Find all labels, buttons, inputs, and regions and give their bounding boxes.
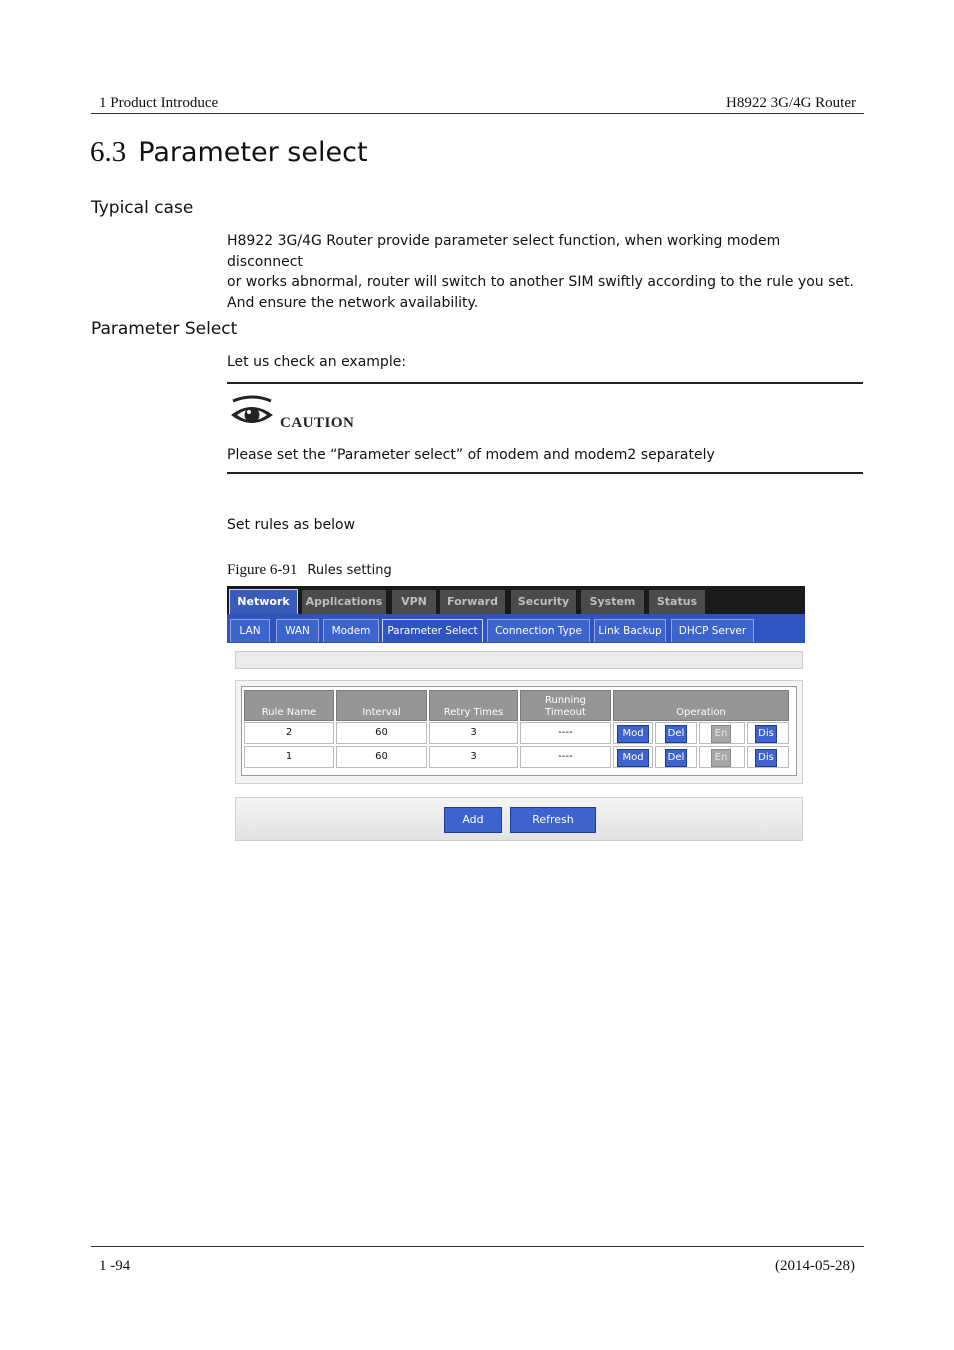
eye-icon — [229, 395, 275, 431]
typical-case-heading: Typical case — [91, 198, 194, 218]
add-button[interactable]: Add — [444, 807, 502, 833]
figure-caption-text: Rules setting — [307, 563, 392, 578]
rules-text: Set rules as below — [227, 517, 356, 533]
parameter-select-heading: Parameter Select — [91, 319, 238, 339]
sub-nav — [227, 614, 805, 643]
typical-case-line: or works abnormal, router will switch to another SIM swiftly according to the rule you set. — [227, 274, 854, 290]
col-retry-times: Retry Times — [429, 690, 518, 721]
tab-forward[interactable]: Forward — [440, 590, 505, 614]
cell-retry-times: 3 — [429, 746, 518, 768]
rules-table-panel — [235, 680, 803, 784]
mod-button[interactable]: Mod — [617, 725, 649, 743]
en-button[interactable]: En — [711, 725, 731, 743]
dis-button[interactable]: Dis — [755, 725, 777, 743]
caution-text: Please set the “Parameter select” of modem and modem2 separately — [227, 447, 715, 463]
section-title — [90, 136, 368, 169]
rules-table — [241, 686, 797, 776]
typical-case-line: And ensure the network availability. — [227, 294, 479, 311]
subtab-dhcp-server[interactable]: DHCP Server — [671, 619, 754, 642]
del-button[interactable]: Del — [665, 725, 687, 743]
subtab-parameter-select[interactable]: Parameter Select — [382, 619, 483, 642]
action-bar — [235, 797, 803, 841]
cell-interval: 60 — [336, 722, 427, 744]
tab-network[interactable]: Network — [229, 589, 298, 615]
section-number: 6.3 — [90, 136, 127, 168]
intro-text: Let us check an example: — [227, 354, 407, 370]
tab-vpn[interactable]: VPN — [392, 590, 436, 614]
header-left: 1 Product Introduce — [99, 95, 219, 111]
title-bar — [235, 651, 803, 669]
tab-status[interactable]: Status — [649, 590, 705, 614]
top-nav — [227, 586, 805, 614]
figure-number: Figure 6-91 — [227, 562, 298, 578]
typical-case-body — [227, 231, 857, 313]
cell-running-timeout: ---- — [520, 722, 611, 744]
router-ui-screenshot — [227, 586, 805, 846]
header-right: H8922 3G/4G Router — [726, 95, 856, 111]
dis-button[interactable]: Dis — [755, 749, 777, 767]
footer-date: (2014-05-28) — [775, 1258, 855, 1274]
cell-retry-times: 3 — [429, 722, 518, 744]
tab-system[interactable]: System — [581, 590, 644, 614]
footer-page-number: 1 -94 — [99, 1258, 131, 1274]
footer-rule — [91, 1246, 864, 1247]
caution-label: CAUTION — [280, 415, 355, 431]
refresh-button[interactable]: Refresh — [510, 807, 596, 833]
tab-applications[interactable]: Applications — [302, 590, 386, 614]
section-title-text: Parameter select — [138, 137, 368, 168]
col-interval: Interval — [336, 690, 427, 721]
mod-button[interactable]: Mod — [617, 749, 649, 767]
cell-rule-name: 2 — [244, 722, 334, 744]
caution-top-rule — [227, 382, 863, 384]
cell-running-timeout: ---- — [520, 746, 611, 768]
subtab-connection-type[interactable]: Connection Type — [487, 619, 590, 642]
figure-caption — [227, 560, 392, 579]
subtab-wan[interactable]: WAN — [276, 619, 319, 642]
subtab-modem[interactable]: Modem — [323, 619, 379, 642]
col-operation: Operation — [613, 690, 789, 721]
col-running-timeout: Running Timeout — [520, 690, 611, 721]
caution-bottom-rule — [227, 472, 863, 474]
col-rule-name: Rule Name — [244, 690, 334, 721]
cell-interval: 60 — [336, 746, 427, 768]
subtab-link-backup[interactable]: Link Backup — [594, 619, 666, 642]
cell-rule-name: 1 — [244, 746, 334, 768]
typical-case-line: H8922 3G/4G Router provide parameter select function, when working modem disconnect — [227, 233, 781, 270]
header-rule — [91, 113, 864, 114]
del-button[interactable]: Del — [665, 749, 687, 767]
subtab-lan[interactable]: LAN — [230, 619, 270, 642]
tab-security[interactable]: Security — [511, 590, 576, 614]
en-button[interactable]: En — [711, 749, 731, 767]
